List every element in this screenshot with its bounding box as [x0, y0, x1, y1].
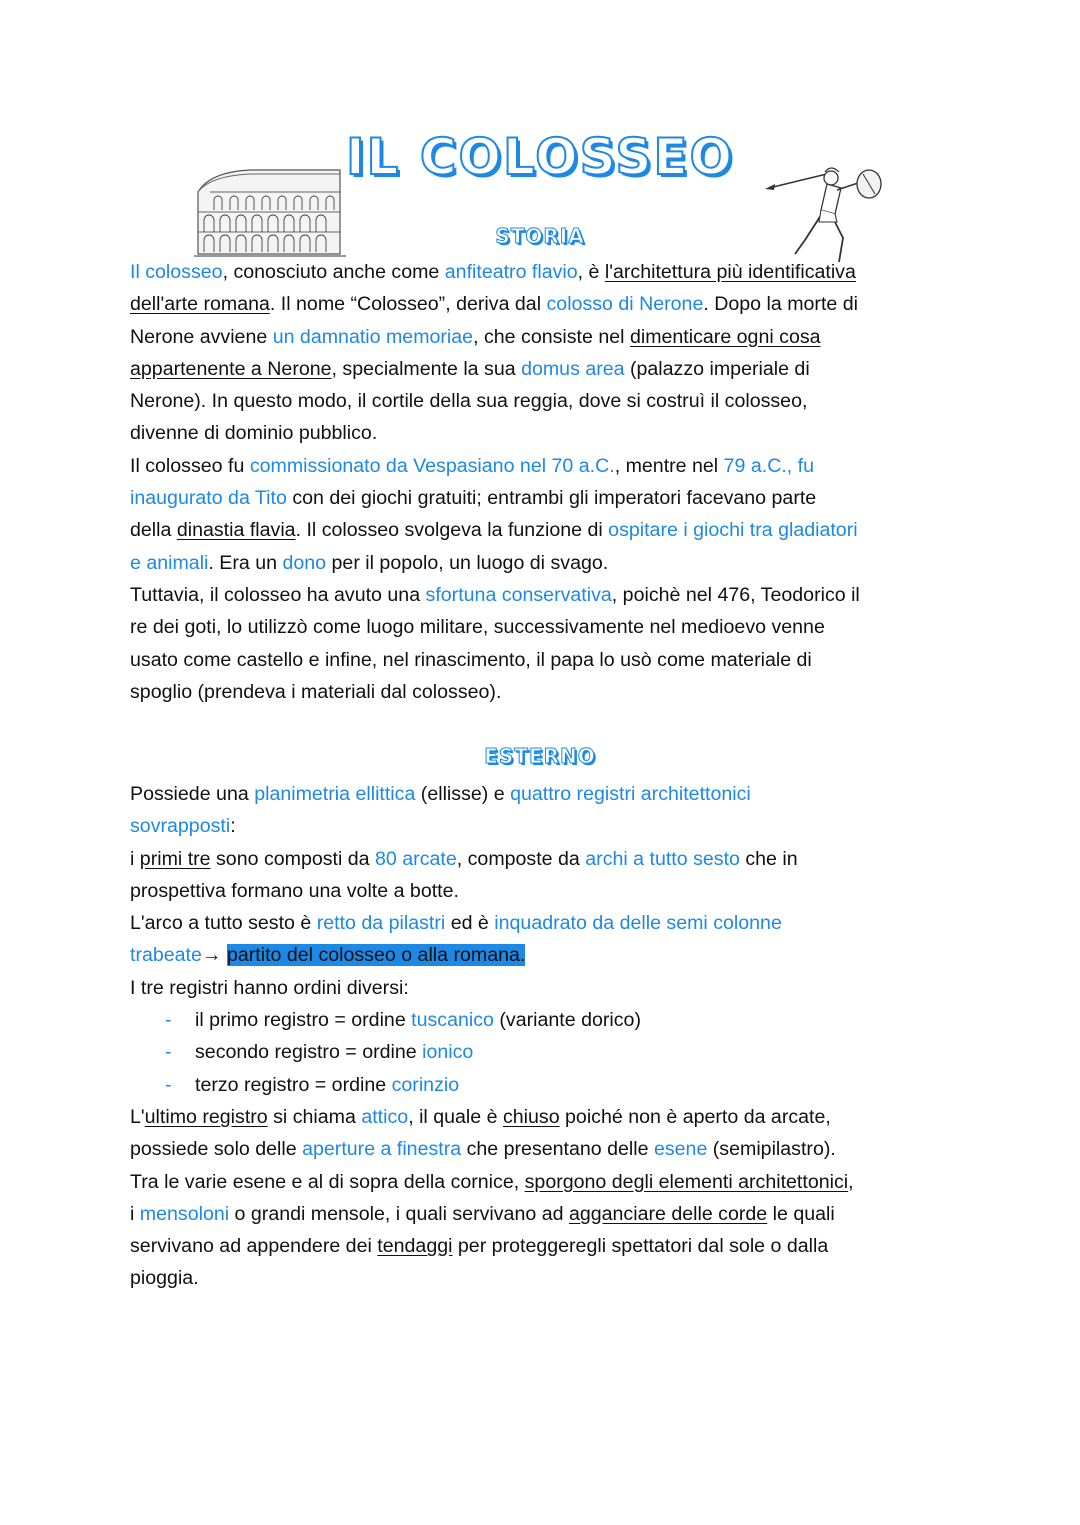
text-segment: Nerone). In questo modo, il cortile della sua reggia, dove si costruì il colosseo,: [130, 390, 808, 413]
text-segment: partito del colosseo o alla romana.: [226, 944, 526, 967]
text-segment: o grandi mensole, i quali servivano ad: [229, 1202, 569, 1225]
text-segment: , che consiste nel: [473, 325, 630, 348]
text-segment: ospitare i giochi tra gladiatori: [608, 519, 858, 542]
text-segment: terzo registro = ordine: [195, 1073, 392, 1096]
text-segment: inquadrato da delle semi colonne: [494, 912, 782, 935]
text-line: [130, 579, 960, 611]
text-segment: 79 a.C., fu: [723, 454, 815, 477]
text-segment: :: [230, 815, 236, 838]
text-line: [130, 778, 960, 810]
text-segment: poiché non è aperto da arcate,: [559, 1105, 831, 1128]
text-segment: colosso di Nerone: [546, 293, 704, 316]
text-segment: quattro registri architettonici: [510, 783, 751, 805]
text-segment: spoglio (prendeva i materiali dal colosseo).: [130, 680, 502, 703]
text-segment: (semipilastro).: [707, 1138, 836, 1161]
text-segment: sporgono degli elementi architettonici: [524, 1170, 849, 1193]
text-segment: , poichè nel 476, Teodorico il: [611, 583, 860, 606]
text-segment: trabeate: [130, 944, 202, 967]
text-segment: primi tre: [139, 847, 211, 870]
text-segment: della: [130, 519, 177, 542]
text-segment: Il colosseo fu: [130, 454, 250, 477]
text-line: [130, 939, 960, 971]
text-segment: possiede solo delle: [130, 1138, 303, 1161]
text-line: [130, 1036, 960, 1068]
text-segment: sono composti da: [210, 847, 376, 870]
text-segment: , mentre nel: [614, 454, 724, 477]
text-segment: . Dopo la morte di: [703, 293, 858, 316]
text-segment: appartenente a Nerone: [130, 357, 332, 380]
text-segment: Tuttavia, il colosseo ha avuto una: [130, 583, 426, 606]
text-line: [130, 972, 960, 1004]
text-line: [130, 417, 960, 449]
text-line: [130, 1198, 960, 1230]
text-segment: con dei giochi gratuiti; entrambi gli imperatori facevano parte: [286, 487, 817, 510]
text-segment: si chiama: [267, 1105, 362, 1128]
text-segment: commissionato da Vespasiano nel 70 a.C.: [249, 454, 615, 477]
text-segment: dell'arte romana: [130, 293, 270, 316]
text-line: [130, 644, 960, 676]
text-segment: ionico: [422, 1041, 474, 1064]
text-segment: , il quale è: [408, 1105, 503, 1128]
text-segment: attico: [361, 1105, 409, 1128]
storia-text: [130, 256, 960, 708]
text-segment: un damnatio memoriae: [272, 325, 474, 348]
text-line: [130, 1004, 960, 1036]
text-segment: pioggia.: [130, 1267, 199, 1290]
text-segment: esene: [653, 1138, 708, 1161]
text-line: [130, 611, 960, 643]
text-segment: (palazzo imperiale di: [624, 357, 810, 380]
text-segment: . Il nome “Colosseo”, deriva dal: [269, 293, 547, 316]
text-line: [130, 321, 960, 353]
text-segment: →: [201, 944, 227, 967]
text-line: [130, 450, 960, 482]
text-line: [130, 875, 960, 907]
text-segment: inaugurato da Tito: [130, 487, 287, 510]
text-segment: che presentano delle: [461, 1138, 654, 1161]
section-title-esterno: ESTERNO: [484, 744, 596, 768]
text-segment: ultimo registro: [144, 1105, 268, 1128]
text-segment: Nerone avviene: [130, 325, 273, 348]
esterno-text: [130, 778, 960, 1295]
text-line: [130, 810, 960, 842]
text-segment: tuscanico: [411, 1009, 494, 1032]
text-segment: domus area: [521, 357, 625, 380]
text-segment: che in: [739, 847, 798, 870]
text-line: [130, 353, 960, 385]
text-line: [130, 1069, 960, 1101]
text-segment: chiuso: [502, 1105, 560, 1128]
text-segment: usato come castello e infine, nel rinascimento, il papa lo usò come materiale di: [130, 648, 812, 671]
text-segment: aperture a finestra: [302, 1138, 462, 1161]
text-line: [130, 907, 960, 939]
text-segment: , conosciuto anche come: [222, 261, 445, 283]
text-segment: . Era un: [208, 551, 283, 574]
text-line: [130, 843, 960, 875]
text-segment: (variante dorico): [493, 1009, 641, 1032]
text-segment: secondo registro = ordine: [195, 1041, 423, 1064]
text-line: [130, 1230, 960, 1262]
text-segment: . Il colosseo svolgeva la funzione di: [295, 519, 609, 542]
text-line: [130, 256, 960, 288]
text-segment: e animali: [130, 551, 209, 574]
text-segment: ed è: [445, 912, 495, 935]
text-segment: retto da pilastri: [316, 912, 446, 935]
text-segment: L': [130, 1105, 145, 1128]
text-segment: Il colosseo: [130, 261, 223, 283]
text-segment: i: [130, 1202, 140, 1225]
text-line: [130, 482, 960, 514]
text-segment: ,: [848, 1170, 854, 1193]
text-line: [130, 288, 960, 320]
text-segment: archi a tutto sesto: [585, 847, 740, 870]
text-segment: I tre registri hanno ordini diversi:: [130, 976, 409, 999]
text-segment: dinastia flavia: [176, 519, 296, 542]
bullet-dash: -: [165, 1009, 172, 1032]
text-segment: dimenticare ogni cosa: [629, 325, 821, 348]
text-line: [130, 1166, 960, 1198]
text-segment: Possiede una: [130, 783, 255, 805]
text-segment: agganciare delle corde: [568, 1202, 768, 1225]
text-segment: , specialmente la sua: [331, 357, 522, 380]
text-segment: dono: [282, 551, 327, 574]
text-segment: mensoloni: [139, 1202, 230, 1225]
text-line: [130, 676, 960, 708]
text-segment: , composte da: [456, 847, 586, 870]
text-segment: anfiteatro flavio: [444, 261, 578, 283]
bullet-dash: -: [165, 1041, 172, 1064]
text-segment: il primo registro = ordine: [195, 1009, 412, 1032]
text-segment: planimetria ellittica: [254, 783, 416, 805]
section-title-storia: STORIA: [495, 224, 585, 248]
text-segment: Tra le varie esene e al di sopra della cornice,: [130, 1170, 525, 1193]
text-segment: , è: [577, 261, 605, 283]
text-segment: i: [130, 847, 140, 870]
text-segment: prospettiva formano una volte a botte.: [130, 879, 459, 902]
text-segment: l'architettura più identificativa: [604, 261, 856, 283]
text-line: [130, 547, 960, 579]
text-segment: per il popolo, un luogo di svago.: [326, 551, 609, 574]
text-segment: sfortuna conservativa: [425, 583, 612, 606]
bullet-dash: -: [165, 1073, 172, 1096]
text-segment: per proteggeregli spettatori dal sole o dalla: [452, 1235, 829, 1258]
text-segment: re dei goti, lo utilizzò come luogo militare, successivamente nel medioevo venne: [130, 616, 825, 639]
text-segment: servivano ad appendere dei: [130, 1235, 378, 1258]
text-line: [130, 1262, 960, 1294]
text-line: [130, 1133, 960, 1165]
text-segment: le quali: [767, 1202, 835, 1225]
text-line: [130, 1101, 960, 1133]
text-line: [130, 385, 960, 417]
text-segment: (ellisse) e: [415, 783, 511, 805]
text-segment: sovrapposti: [130, 815, 231, 838]
text-segment: corinzio: [391, 1073, 460, 1096]
text-segment: L'arco a tutto sesto è: [130, 912, 317, 935]
text-segment: 80 arcate: [375, 847, 457, 870]
text-segment: tendaggi: [377, 1235, 453, 1258]
page-title: IL COLOSSEO: [345, 128, 735, 186]
text-line: [130, 514, 960, 546]
text-segment: divenne di dominio pubblico.: [130, 422, 378, 445]
